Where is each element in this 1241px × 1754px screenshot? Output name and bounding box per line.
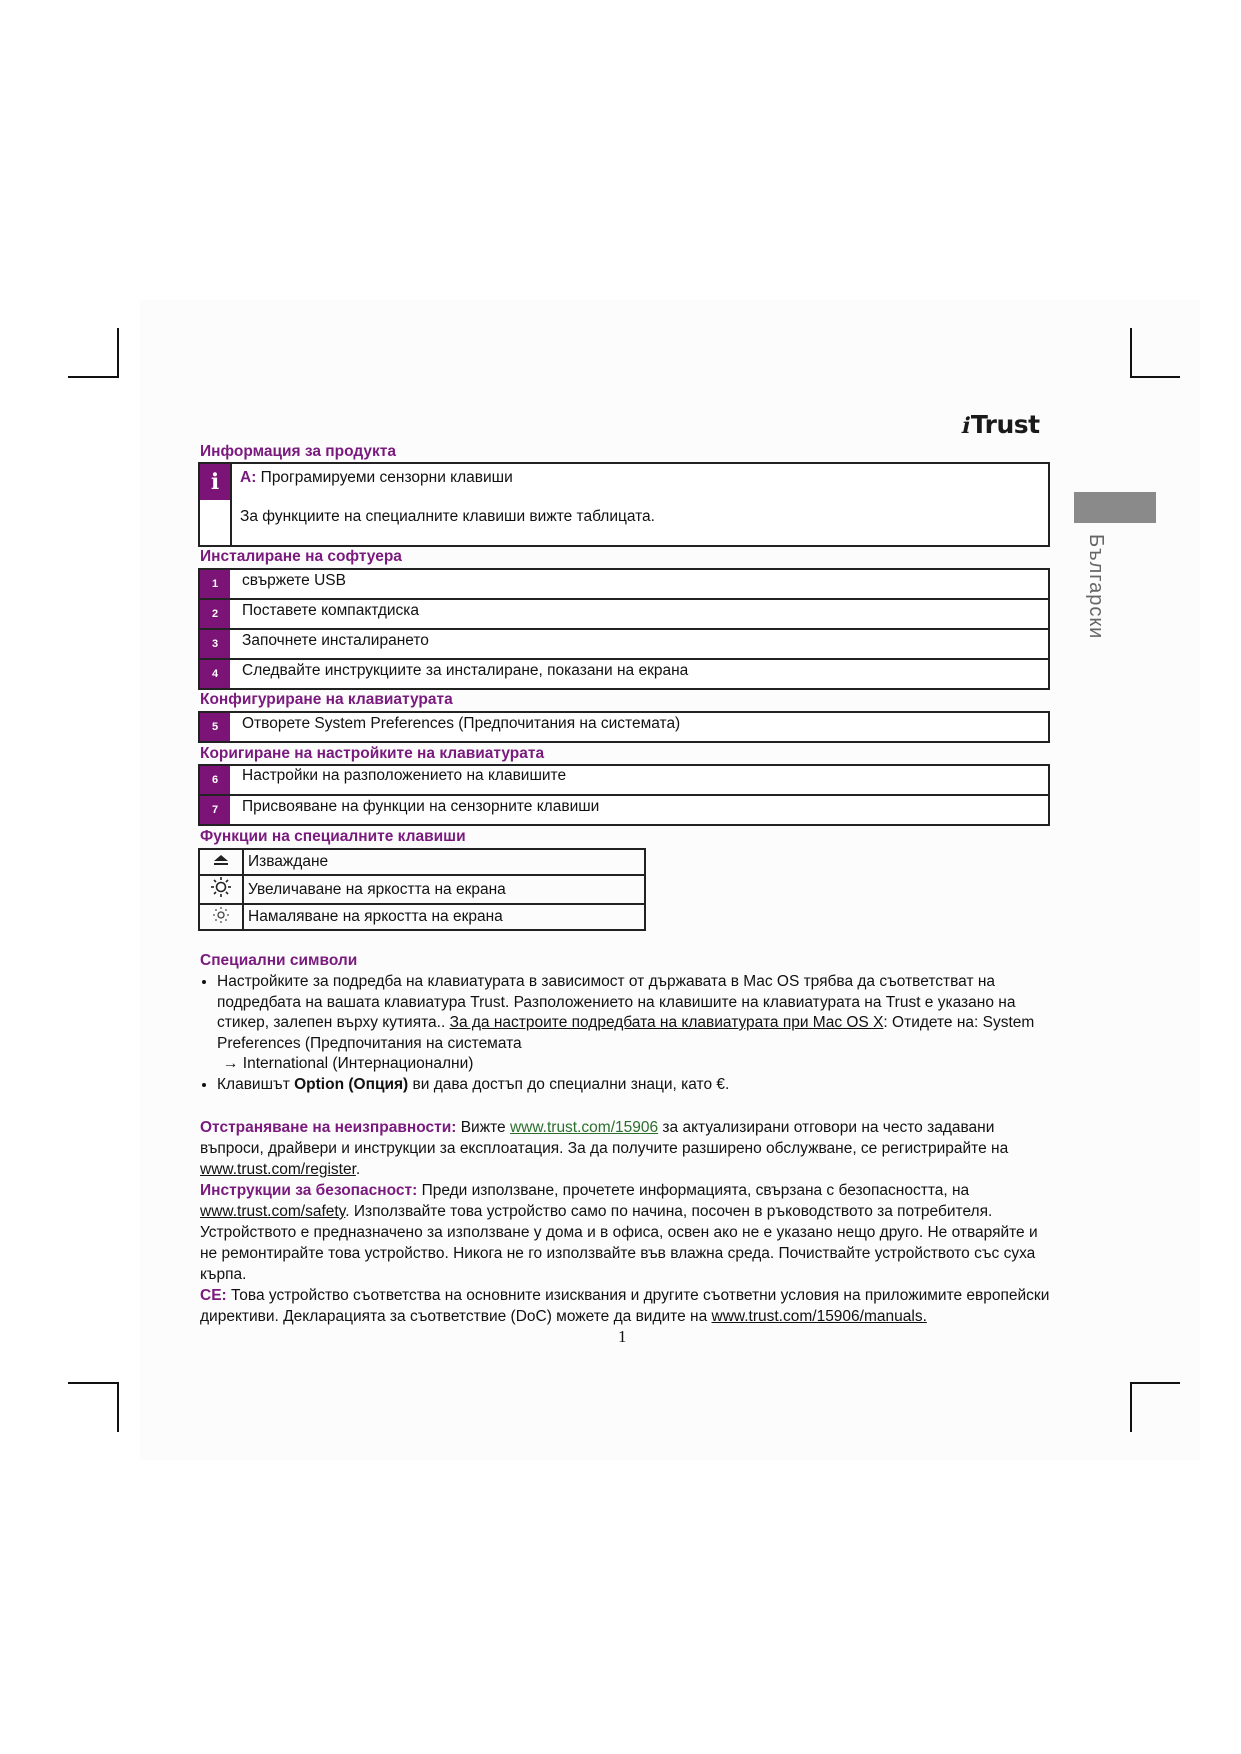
heading-configure: Конфигуриране на клавиатурата <box>200 691 453 708</box>
bullet-text: ви дава достъп до специални знаци, като €. <box>408 1075 730 1093</box>
page-number: 1 <box>618 1327 627 1346</box>
safety-label: Инструкции за безопасност: <box>200 1182 418 1199</box>
product-title: Програмируеми сензорни клавиши <box>260 469 513 486</box>
trust-logo-mark-icon: ℹ <box>959 414 973 439</box>
step-text: Започнете инсталирането <box>242 632 429 649</box>
step-number: 5 <box>200 713 230 741</box>
step-number: 4 <box>200 660 230 688</box>
table-row <box>199 849 645 875</box>
step-number: 6 <box>200 766 230 794</box>
step-row <box>198 598 1050 630</box>
special-key-label: Намаляване на яркостта на екрана <box>243 904 645 930</box>
table-row <box>199 875 645 904</box>
bullet-text: : Отидете на: System Preferences (Предпочитания на системата <box>217 1014 1035 1052</box>
paragraph-text: Вижте <box>456 1119 510 1136</box>
heading-product-info: Информация за продукта <box>200 443 397 460</box>
manuals-link[interactable]: www.trust.com/15906/manuals. <box>711 1308 927 1325</box>
trust-logo-text: Trust <box>970 410 1040 439</box>
step-row <box>198 764 1050 796</box>
step-row <box>198 794 1050 826</box>
step-text: Поставете компактдиска <box>242 602 420 619</box>
step-number: 7 <box>200 796 230 824</box>
step-row <box>198 628 1050 660</box>
brightness-up-icon <box>199 875 243 904</box>
ce-paragraph <box>200 1285 1050 1327</box>
register-link[interactable]: www.trust.com/register <box>200 1161 356 1178</box>
paragraph-text: Това устройство съответства на основните изисквания и другите съответни условия на приложимите европейски директиви. Декларацията за съответствие (DoC) можете да видите на <box>200 1287 1050 1325</box>
ce-label: CE: <box>200 1287 227 1304</box>
support-link[interactable]: www.trust.com/15906 <box>509 1119 659 1136</box>
eject-icon <box>199 849 243 875</box>
info-icon: ℹ <box>200 464 230 500</box>
special-key-label: Изваждане <box>243 849 645 875</box>
step-number: 2 <box>200 600 230 628</box>
bullet-text: Клавишът <box>217 1075 295 1093</box>
step-row <box>198 711 1050 743</box>
heading-adjust: Коригиране на настройките на клавиатурата <box>200 745 545 762</box>
paragraph-text: Преди използване, прочетете информацията, свързана с безопасността, на <box>417 1182 970 1199</box>
heading-special-symbols: Специални символи <box>200 952 358 969</box>
product-info-box <box>198 462 1050 547</box>
special-symbols-list <box>200 972 1067 1095</box>
heading-install: Инсталиране на софтуера <box>200 548 402 565</box>
safety-link[interactable]: www.trust.com/safety <box>200 1203 346 1220</box>
paragraph-text: . Използвайте това устройство само по начина, посочен в ръководството за потребителя. Устройството е предназначено за използване у дома и в офиса, освен ако не е указано нещо друго. Не отваряйте и не ремонтирайте това устройство. Никога не го използвайте във влажна среда. Почиствайте устройството със суха кърпа. <box>200 1203 1038 1283</box>
bullet-text: Настройките за подредба на клавиатурата в зависимост от държавата в Mac OS трябва да съответстват на подредбата на вашата клавиатура Trust. Разположението на клавишите на клавиатурата на Trust е указано на стикер, залепен върху кутията.. <box>217 973 1016 1031</box>
safety-paragraph <box>200 1180 1050 1285</box>
product-note: За функциите на специалните клавиши вижте таблицата. <box>240 508 655 525</box>
step-text: Настройки на разположението на клавишите <box>242 767 567 784</box>
step-number: 1 <box>200 570 230 598</box>
table-row <box>199 904 645 930</box>
language-label: Български <box>1085 534 1107 640</box>
mac-os-layout-link: За да настроите подредбата на клавиатурата при Mac OS X <box>449 1014 884 1031</box>
step-text: свържете USB <box>242 572 346 589</box>
trust-logo <box>959 410 1040 439</box>
bullet-text: → International (Интернационални) <box>223 1055 474 1072</box>
step-row <box>198 658 1050 690</box>
heading-special-keys: Функции на специалните клавиши <box>200 828 466 845</box>
list-item <box>217 972 1067 1075</box>
step-text: Отворете System Preferences (Предпочитания на системата) <box>242 715 681 732</box>
special-keys-table <box>198 848 646 931</box>
language-tab <box>1074 492 1156 523</box>
special-key-label: Увеличаване на яркостта на екрана <box>243 875 645 904</box>
troubleshooting-label: Отстраняване на неизправности: <box>200 1119 457 1136</box>
list-item <box>217 1075 1067 1096</box>
step-number: 3 <box>200 630 230 658</box>
product-label: A: <box>240 469 257 486</box>
step-row <box>198 568 1050 600</box>
paragraph-text: за актуализирани отговори на често задавани въпроси, драйвери и инструкции за експлоатация. За да получите разширено обслужване, се регистрирайте на <box>200 1119 1009 1157</box>
step-text: Присвояване на функции на сензорните клавиши <box>242 798 600 815</box>
option-key-label: Option (Опция) <box>294 1075 409 1093</box>
step-text: Следвайте инструкциите за инсталиране, показани на екрана <box>242 662 689 679</box>
brightness-down-icon <box>199 904 243 930</box>
troubleshooting-paragraph <box>200 1117 1050 1180</box>
paragraph-text: . <box>355 1161 361 1178</box>
